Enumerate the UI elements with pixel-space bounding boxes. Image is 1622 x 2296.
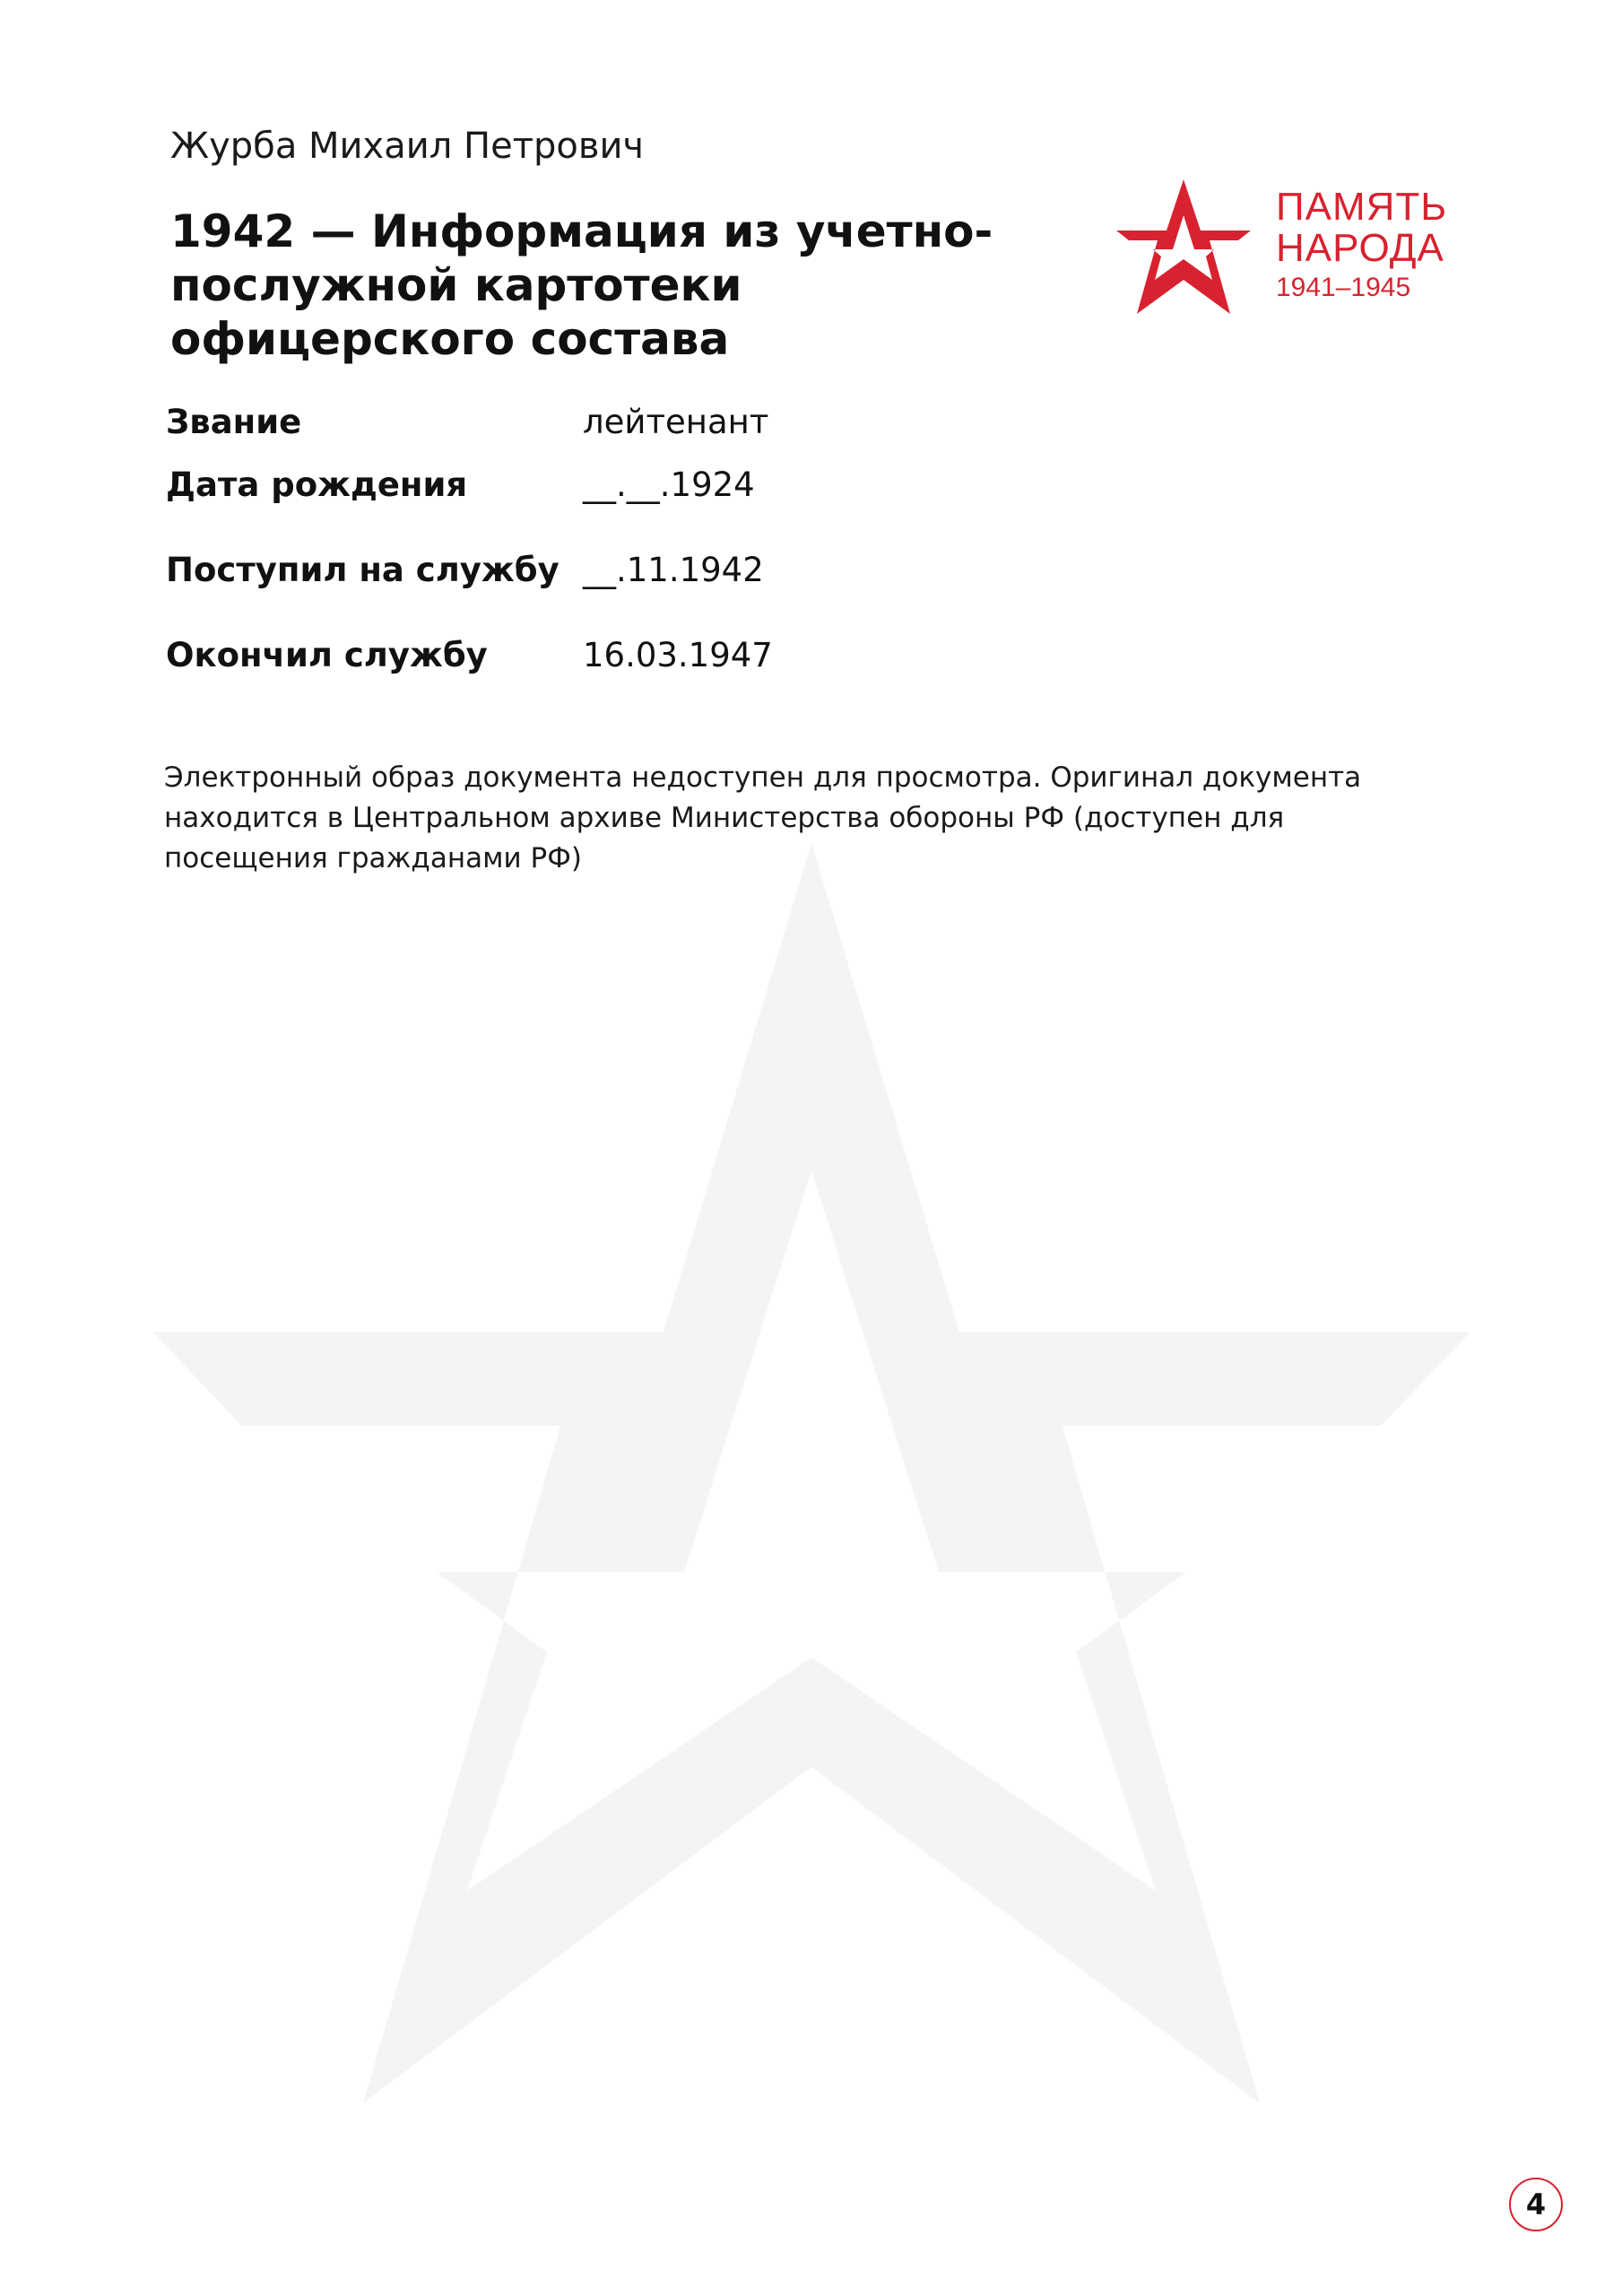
field-row-birth-date — [166, 448, 773, 520]
logo-line-2: НАРОДА — [1276, 226, 1444, 270]
field-value-service-start: __.11.1942 — [583, 550, 764, 589]
archive-note: Электронный образ документа недоступен для просмотра. Оригинал документа находится в Центральном архиве Министерства обороны РФ (доступен для посещения гражданами РФ) — [164, 761, 1362, 874]
pamyat-naroda-logo — [1116, 179, 1475, 318]
field-label-birth-date: Дата рождения — [166, 465, 468, 504]
field-label-service-end: Окончил службу — [166, 635, 488, 674]
field-row-rank — [166, 395, 773, 448]
logo-years: 1941–1945 — [1276, 273, 1411, 302]
star-watermark-icon — [152, 843, 1470, 2126]
document-title: 1942 — Информация из учетно-послужной картотеки офицерского состава — [170, 205, 993, 365]
person-name: Журба Михаил Петрович — [170, 126, 645, 167]
field-value-rank: лейтенант — [583, 402, 769, 441]
page-number: 4 — [1525, 2187, 1547, 2222]
red-star-icon — [1116, 179, 1260, 316]
field-row-service-end — [166, 619, 773, 691]
field-label-service-start: Поступил на службу — [166, 550, 559, 589]
service-info-table — [166, 395, 773, 691]
field-label-rank: Звание — [166, 402, 302, 441]
logo-line-1: ПАМЯТЬ — [1276, 185, 1448, 229]
page-number-badge — [1509, 2178, 1563, 2231]
field-value-birth-date: __.__.1924 — [583, 465, 755, 504]
field-row-service-start — [166, 520, 773, 619]
field-value-service-end: 16.03.1947 — [583, 635, 773, 674]
